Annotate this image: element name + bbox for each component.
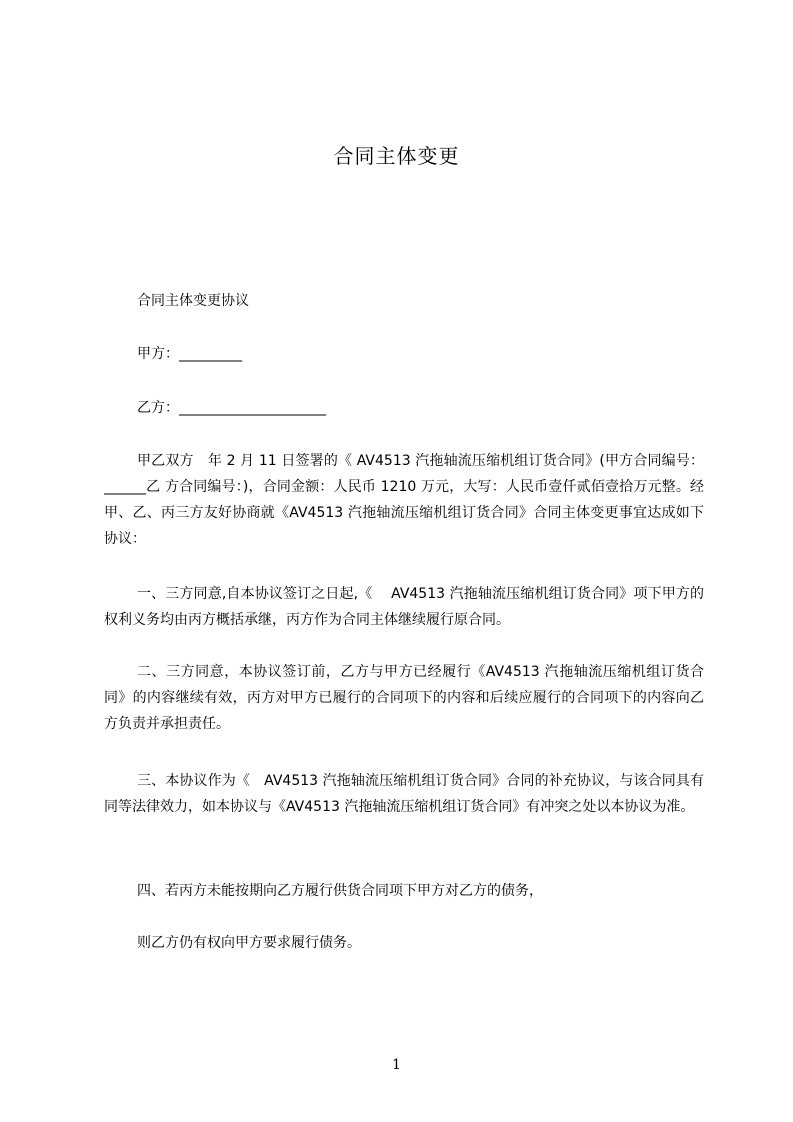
party-b-line: 乙方：_____________________ — [137, 400, 326, 416]
party-a-line: 甲方：_________ — [137, 346, 242, 362]
clause-one-paragraph: 一、三方同意,自本协议签订之日起,《 AV4513 汽拖轴流压缩机组订货合同》项下甲方的权利义务均由丙方概括承继，丙方作为合同主体继续履行原合同。 — [104, 586, 704, 628]
document-title: 合同主体变更 — [333, 144, 460, 168]
agreement-subtitle: 合同主体变更协议 — [137, 293, 249, 309]
intro-paragraph: 甲乙双方 年 2 月 11 日签署的《 AV4513 汽拖轴流压缩机组订货合同》(甲方合同编号：______乙 方合同编号：)，合同金额：人民币 1210 万元，大写：人民币壹仟贰佰壹拾万元整。经甲、乙、丙三方友好协商就《AV4513 汽拖轴流压缩机组订货合同》合同主体变更事宜达成如下协议： — [104, 453, 704, 547]
clause-three-paragraph: 三、本协议作为《 AV4513 汽拖轴流压缩机组订货合同》合同的补充协议，与该合同具有同等法律效力，如本协议与《AV4513 汽拖轴流压缩机组订货合同》有冲突之处以本协议为准。 — [104, 773, 704, 815]
page-number: 1 — [392, 1057, 401, 1073]
clause-four-line-2: 则乙方仍有权向甲方要求履行债务。 — [137, 935, 361, 951]
clause-four-line-1: 四、若丙方未能按期向乙方履行供货合同项下甲方对乙方的债务， — [137, 883, 543, 899]
clause-two-paragraph: 二、三方同意，本协议签订前，乙方与甲方已经履行《AV4513 汽拖轴流压缩机组订货合同》的内容继续有效，丙方对甲方已履行的合同项下的内容和后续应履行的合同项下的内容向乙方负责并承担责任。 — [104, 664, 704, 732]
